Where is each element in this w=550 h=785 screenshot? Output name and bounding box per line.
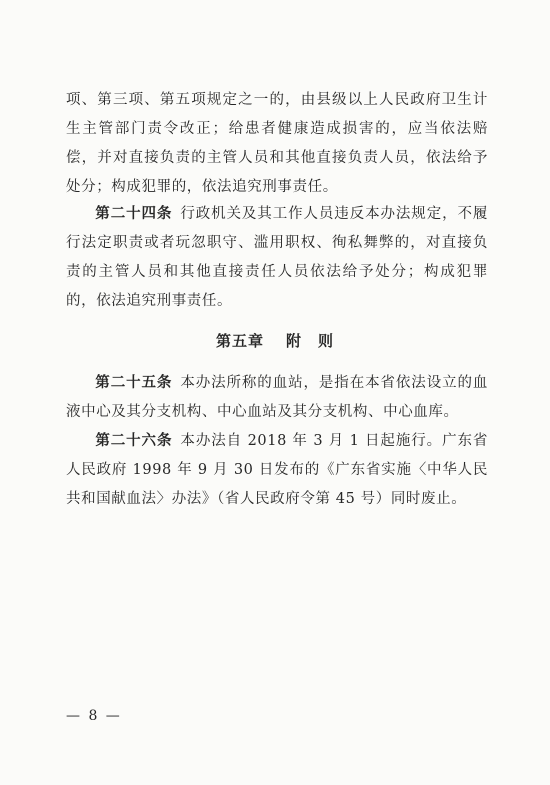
chapter-heading bbox=[0, 327, 550, 356]
article-text: 本办法自 2018 年 3 月 1 日起施行。广东省人民政府 1998 年 9 月 30 日发布的《广东省实施〈中华人民共和国献血法〉办法》（省人民政府令第 45 号）同时废止。 bbox=[66, 433, 489, 507]
article-25 bbox=[66, 369, 488, 427]
chapter-title: 附 则 bbox=[286, 332, 335, 350]
article-text: 行政机关及其工作人员违反本办法规定，不履行法定职责或者玩忽职守、滥用职权、徇私舞弊的，对直接负责的主管人员和其他直接责任人员依法给予处分；构成犯罪的，依法追究刑事责任。 bbox=[66, 206, 489, 309]
chapter-number: 第五章 bbox=[215, 332, 264, 350]
article-26 bbox=[66, 427, 488, 514]
article-24 bbox=[66, 200, 488, 316]
paragraph-text: 项、第三项、第五项规定之一的，由县级以上人民政府卫生计生主管部门责令改正；给患者健康造成损害的，应当依法赔偿，并对直接负责的主管人员和其他直接负责人员，依法给予处分；构成犯罪的，依法追究刑事责任。 bbox=[66, 92, 488, 195]
article-label: 第二十五条 bbox=[95, 375, 173, 391]
paragraph-continued bbox=[66, 86, 488, 202]
page-number: — 8 — bbox=[66, 708, 122, 724]
article-label: 第二十四条 bbox=[95, 206, 173, 222]
article-label: 第二十六条 bbox=[95, 433, 173, 449]
article-text: 本办法所称的血站，是指在本省依法设立的血液中心及其分支机构、中心血站及其分支机构、中心血库。 bbox=[66, 375, 489, 420]
